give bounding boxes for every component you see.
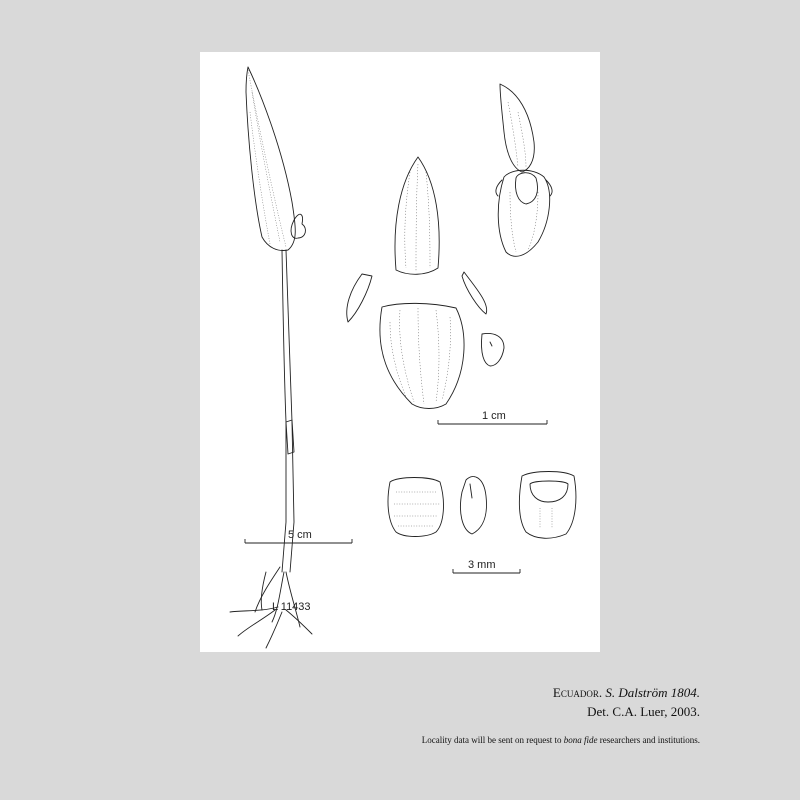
- scale-bar-1cm: [438, 410, 547, 424]
- scale-label-1cm: 1 cm: [482, 410, 506, 422]
- lip-detail-side: [460, 477, 486, 534]
- habit-leaf: [246, 67, 295, 250]
- lip-detail-back: [519, 472, 576, 539]
- scale-bar-3mm: [453, 559, 520, 573]
- collector-note: L 11433: [272, 601, 311, 613]
- scale-label-5cm: 5 cm: [288, 529, 312, 541]
- petal-right: [462, 272, 487, 314]
- caption-determination: Det. C.A. Luer, 2003.: [587, 704, 700, 719]
- botanical-plate: [200, 52, 600, 652]
- lip-detail-front: [388, 478, 443, 537]
- locality-italic: bona fide: [563, 735, 598, 745]
- caption-collector: S. Dalström 1804.: [605, 685, 700, 700]
- plant-habit: [230, 67, 312, 648]
- habit-flower: [291, 214, 305, 238]
- synsepal: [380, 303, 464, 408]
- locality-note: [422, 735, 700, 745]
- scale-bar-5cm: [245, 529, 352, 543]
- dorsal-sepal: [395, 157, 439, 274]
- habit-stem: [282, 250, 294, 572]
- flower-detail: [496, 84, 552, 256]
- collection-caption: [553, 685, 700, 701]
- botanical-illustration: [200, 52, 600, 652]
- locality-prefix: Locality data will be sent on request to: [421, 735, 562, 745]
- lip-small: [481, 334, 504, 366]
- determination-caption: [587, 704, 700, 720]
- locality-suffix: researchers and institutions.: [599, 735, 700, 745]
- caption-country: Ecuador.: [552, 685, 603, 700]
- scale-label-3mm: 3 mm: [468, 559, 496, 571]
- petal-left: [347, 274, 372, 322]
